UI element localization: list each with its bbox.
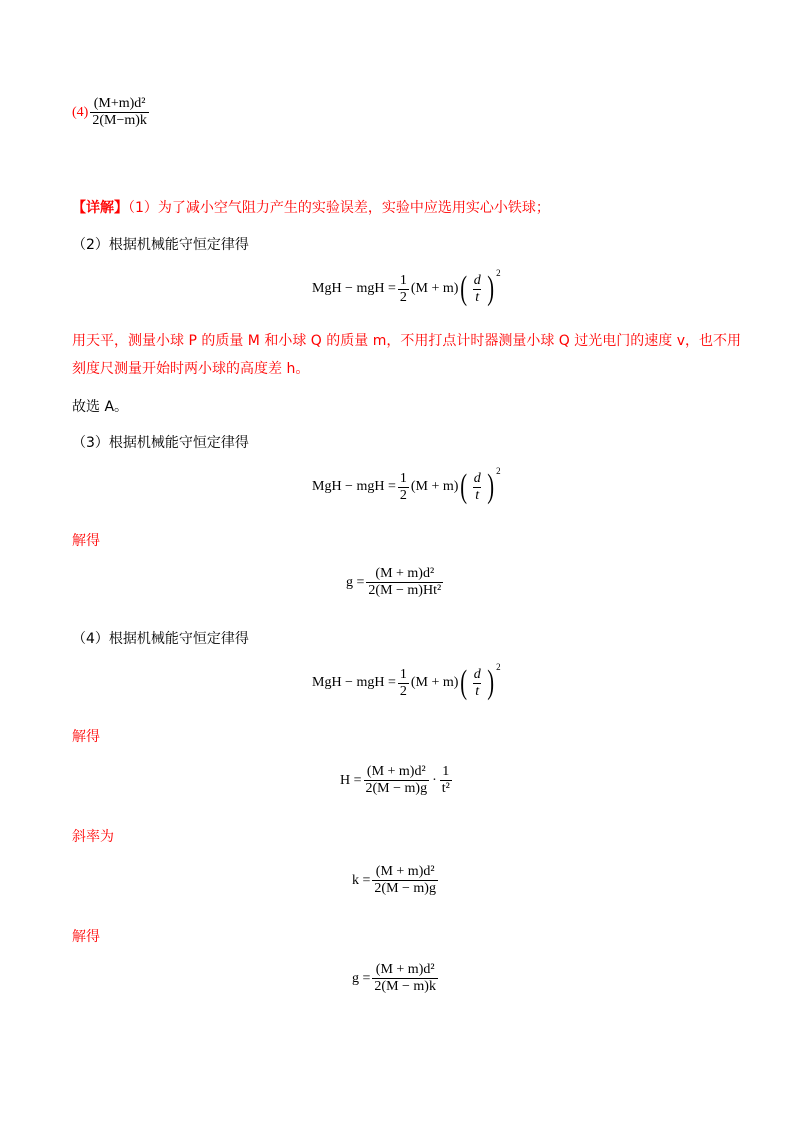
k-equation: k = $\frac{\text{(M + m)d²}}{2(M - m)g}$ [352, 864, 436, 896]
detail-p8: 解得 [72, 729, 100, 745]
answer-4-den: 2(M−m)k [92, 113, 147, 128]
answer-4-fraction [90, 96, 149, 129]
H-equation: H = $\frac{\text{(M + m)d²}}{2(M - m)g}$ · $\frac{1}{\text{t²}}$ [340, 764, 450, 796]
eq-left: MgH − mgH = [312, 281, 396, 296]
answer-4-label: (4) [72, 104, 89, 120]
detail-p4: 故选 A。 [72, 399, 129, 415]
detail-p9: 斜率为 [72, 829, 114, 845]
energy-equation-2: MgH − mgH = $\frac{1}{2}$ (M + m) ( $\frac{d}{t}$ ) 2 [312, 466, 501, 505]
detail-tag: 【详解】 [72, 200, 128, 216]
energy-equation-1: MgH − mgH = $\frac{1}{2}$ (M + m) ( $\frac{d}{t}$ ) 2 [312, 268, 501, 307]
detail-p2: （2）根据机械能守恒定律得 [72, 237, 249, 253]
energy-equation-3: MgH − mgH = $\frac{1}{2}$ (M + m) ( $\frac{d}{t}$ ) 2 [312, 662, 501, 701]
detail-p10: 解得 [72, 929, 100, 945]
g-equation-1: g = $\frac{\text{(M + m)d²}}{\text{2(M − m)Ht²}}$ [346, 566, 442, 598]
detail-paragraph-1 [72, 197, 550, 219]
detail-p7: （4）根据机械能守恒定律得 [72, 631, 249, 647]
g-equation-2: g = $\frac{\text{(M + m)d²}}{2(M - m)k}$ [352, 962, 436, 994]
half-fraction: $\frac{1}{2}$ [399, 272, 407, 305]
detail-p1: （1）为了减小空气阻力产生的实验误差，实验中应选用实心小铁球； [128, 200, 550, 216]
detail-p6: 解得 [72, 533, 100, 549]
detail-p5: （3）根据机械能守恒定律得 [72, 435, 249, 451]
answer-4-num: (M+m)d² [93, 96, 146, 111]
mass-sum: (M + m) [410, 281, 459, 296]
detail-p3-line2: 刻度尺测量开始时两小球的高度差 h。 [72, 361, 310, 377]
d-over-t: ( $\frac{d}{t}$ ) [460, 270, 494, 307]
detail-p3-line1: 用天平，测量小球 P 的质量 M 和小球 Q 的质量 m，不用打点计时器测量小球 Q 过光电门的速度 v，也不用 [72, 333, 741, 349]
answer-4 [72, 96, 151, 129]
